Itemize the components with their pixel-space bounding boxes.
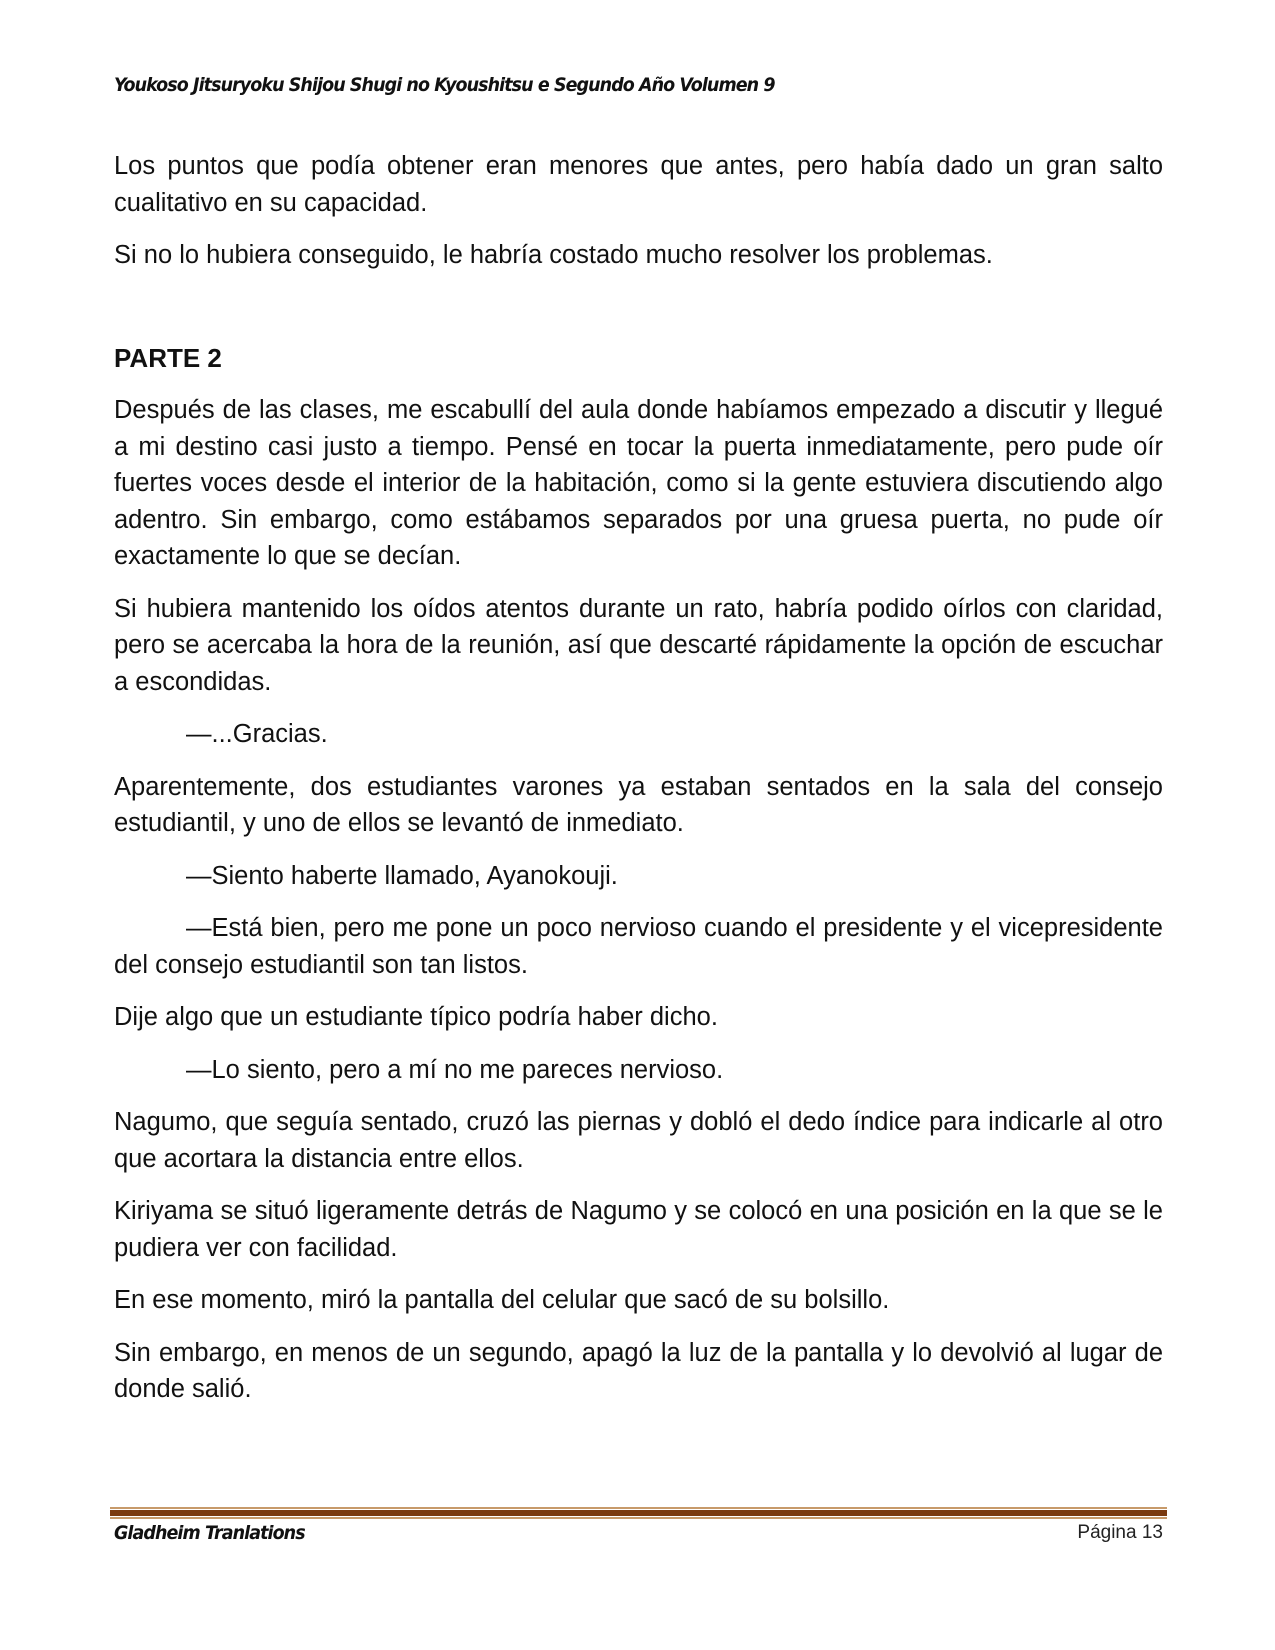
paragraph: Aparentemente, dos estudiantes varones ya estaban sentados en la sala del consejo estudiantil, y uno de ellos se levantó de inmediato. (114, 772, 1163, 837)
paragraph: Si no lo hubiera conseguido, le habría costado mucho resolver los problemas. (114, 241, 993, 269)
paragraph: Nagumo, que seguía sentado, cruzó las piernas y dobló el dedo índice para indicarle al otro que acortara la distancia entre ellos. (114, 1108, 1163, 1173)
paragraph: Los puntos que podía obtener eran menores que antes, pero había dado un gran salto cualitativo en su capacidad. (114, 152, 1163, 217)
running-header: Youkoso Jitsuryoku Shijou Shugi no Kyoushitsu e Segundo Año Volumen 9 (114, 74, 775, 96)
dialogue-line: —...Gracias. (186, 720, 328, 748)
page-number-value: 13 (1141, 1522, 1163, 1543)
dialogue-line: —Siento haberte llamado, Ayanokouji. (186, 861, 618, 890)
footer-rule-thin-bottom (110, 1517, 1167, 1519)
paragraph: Kiriyama se situó ligeramente detrás de Nagumo y se colocó en una posición en la que se le pudiera ver con facilidad. (114, 1197, 1163, 1262)
page-label: Página (1077, 1522, 1137, 1543)
footer-credit: Gladheim Tranlations (114, 1522, 305, 1544)
paragraph: Sin embargo, en menos de un segundo, apagó la luz de la pantalla y lo devolvió al lugar de donde salió. (114, 1338, 1163, 1403)
paragraph: En ese momento, miró la pantalla del celular que sacó de su bolsillo. (114, 1286, 890, 1314)
paragraph: Después de las clases, me escabullí del aula donde habíamos empezado a discutir y llegué a mi destino casi justo a tiempo. Pensé en tocar la puerta inmediatamente, pero pude oír fuertes voces desde el interior de la habitación, como si la gente estuviera discutiendo algo adentro. Sin embargo, como estábamos separados por una gruesa puerta, no pude oír exactamente lo que se decían. (114, 396, 1163, 570)
footer-rule-thin-top (110, 1507, 1167, 1509)
section-heading: PARTE 2 (114, 342, 222, 373)
dialogue-line: —Está bien, pero me pone un poco nervioso cuando el presidente y el vicepresidente del consejo estudiantil son tan listos. (114, 914, 1163, 979)
dialogue-line: —Lo siento, pero a mí no me pareces nervioso. (186, 1055, 724, 1084)
page-body (114, 148, 1163, 1424)
footer-rule-thick (110, 1510, 1167, 1516)
paragraph: Dije algo que un estudiante típico podría haber dicho. (114, 1003, 718, 1031)
page-number (1077, 1522, 1163, 1544)
paragraph: Si hubiera mantenido los oídos atentos durante un rato, habría podido oírlos con claridad, pero se acercaba la hora de la reunión, así que descarté rápidamente la opción de escuchar a escondidas. (114, 594, 1163, 696)
